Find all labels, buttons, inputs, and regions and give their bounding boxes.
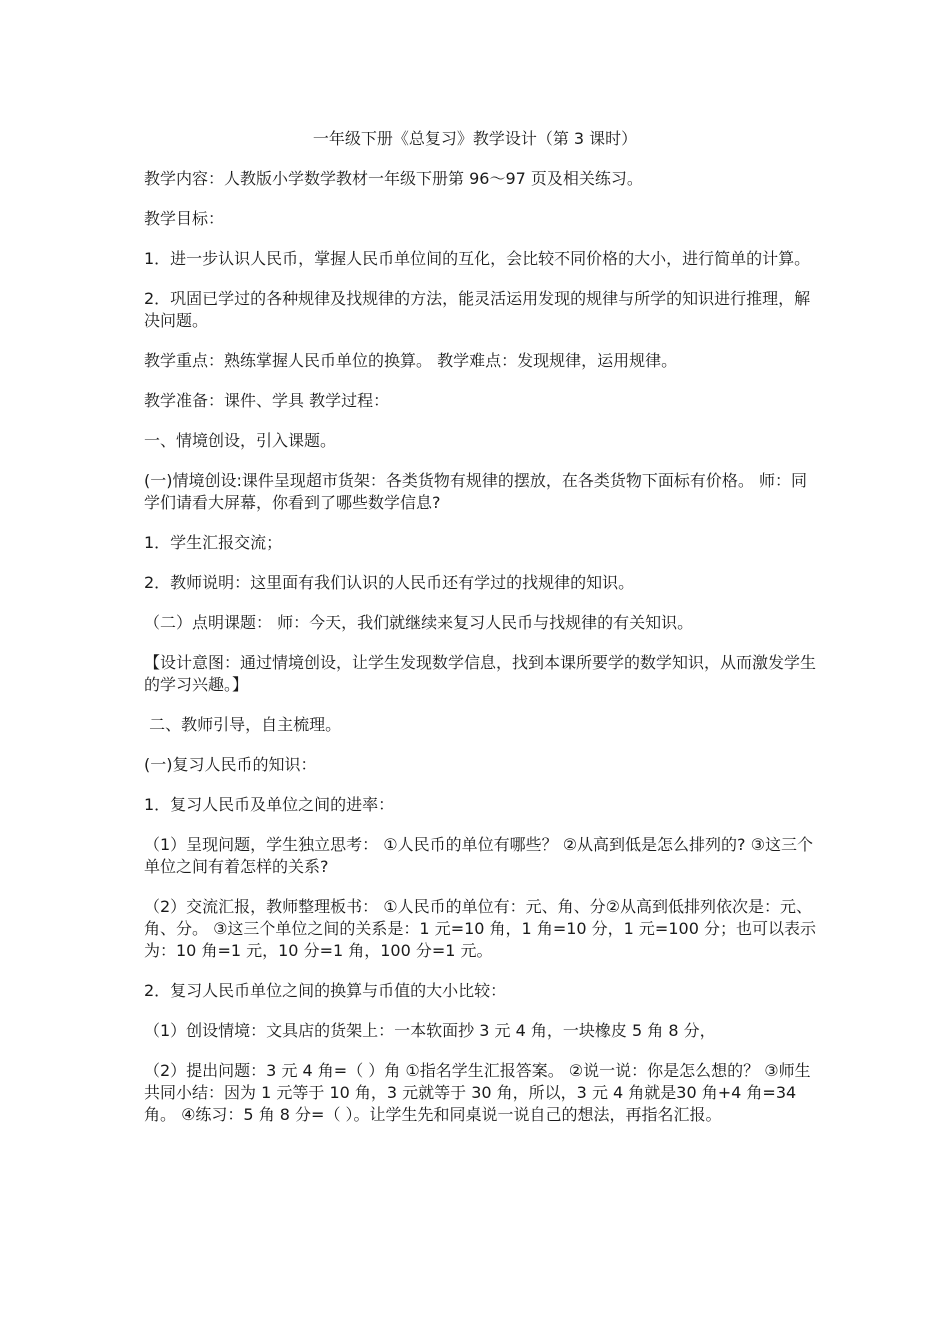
paragraph-section-2-heading: 二、教师引导，自主梳理。	[144, 715, 342, 734]
paragraph-teacher-explain: 2．教师说明：这里面有我们认识的人民币还有学过的找规律的知识。	[144, 573, 635, 592]
document-title: 一年级下册《总复习》教学设计（第 3 课时）	[312, 129, 638, 148]
paragraph-review-units: 1．复习人民币及单位之间的进率：	[144, 795, 395, 814]
paragraph-teaching-goals-heading: 教学目标：	[144, 209, 225, 228]
paragraph-topic: （二）点明课题： 师：今天，我们就继续来复习人民币与找规律的有关知识。	[144, 613, 694, 632]
paragraph-student-report: 1．学生汇报交流；	[144, 533, 283, 552]
paragraph-review-conversion: 2．复习人民币单位之间的换算与币值的大小比较：	[144, 981, 507, 1000]
paragraph-problem: （2）提出问题：3 元 4 角=（ ）角 ①指名学生汇报答案。 ②说一说：你是怎么想的？ ③师生共同小结：因为 1 元等于 10 角，3 元就等于 30 角，所以，3 元 4 角就是30 角+4 角=34 角。 ④练习：5 角 8 分=（ ）。让学生先和同桌说一说自己的想法，再指名汇报。	[144, 1061, 811, 1124]
paragraph-board-writing: （2）交流汇报，教师整理板书： ①人民币的单位有：元、角、分②从高到低排列依次是：元、角、分。 ③这三个单位之间的关系是：1 元=10 角，1 角=10 分，1 元=100 分；也可以表示为：10 角=1 元，10 分=1 角，100 分=1 元。	[144, 897, 816, 960]
paragraph-scenario: (一)情境创设:课件呈现超市货架：各类货物有规律的摆放，在各类货物下面标有价格。 师：同学们请看大屏幕，你看到了哪些数学信息?	[144, 471, 807, 512]
paragraph-teaching-content: 教学内容：人教版小学数学教材一年级下册第 96～97 页及相关练习。	[144, 169, 643, 188]
paragraph-design-intent: 【设计意图：通过情境创设，让学生发现数学信息，找到本课所要学的数学知识，从而激发学生的学习兴趣。】	[144, 653, 817, 694]
paragraph-goal-2: 2．巩固已学过的各种规律及找规律的方法，能灵活运用发现的规律与所学的知识进行推理，解决问题。	[144, 289, 811, 330]
paragraph-goal-1: 1．进一步认识人民币，掌握人民币单位间的互化，会比较不同价格的大小，进行简单的计算。	[144, 249, 811, 268]
paragraph-preparation: 教学准备：课件、学具 教学过程：	[144, 391, 390, 410]
paragraph-situation: （1）创设情境：文具店的货架上：一本软面抄 3 元 4 角，一块橡皮 5 角 8 分，	[144, 1021, 716, 1040]
paragraph-key-points: 教学重点：熟练掌握人民币单位的换算。 教学难点：发现规律，运用规律。	[144, 351, 678, 370]
paragraph-review-rmb: (一)复习人民币的知识：	[144, 755, 317, 774]
document-body	[144, 168, 816, 1144]
paragraph-section-1-heading: 一、情境创设，引入课题。	[144, 431, 337, 450]
paragraph-questions: （1）呈现问题，学生独立思考： ①人民币的单位有哪些？ ②从高到低是怎么排列的? ③这三个单位之间有着怎样的关系?	[144, 835, 813, 876]
